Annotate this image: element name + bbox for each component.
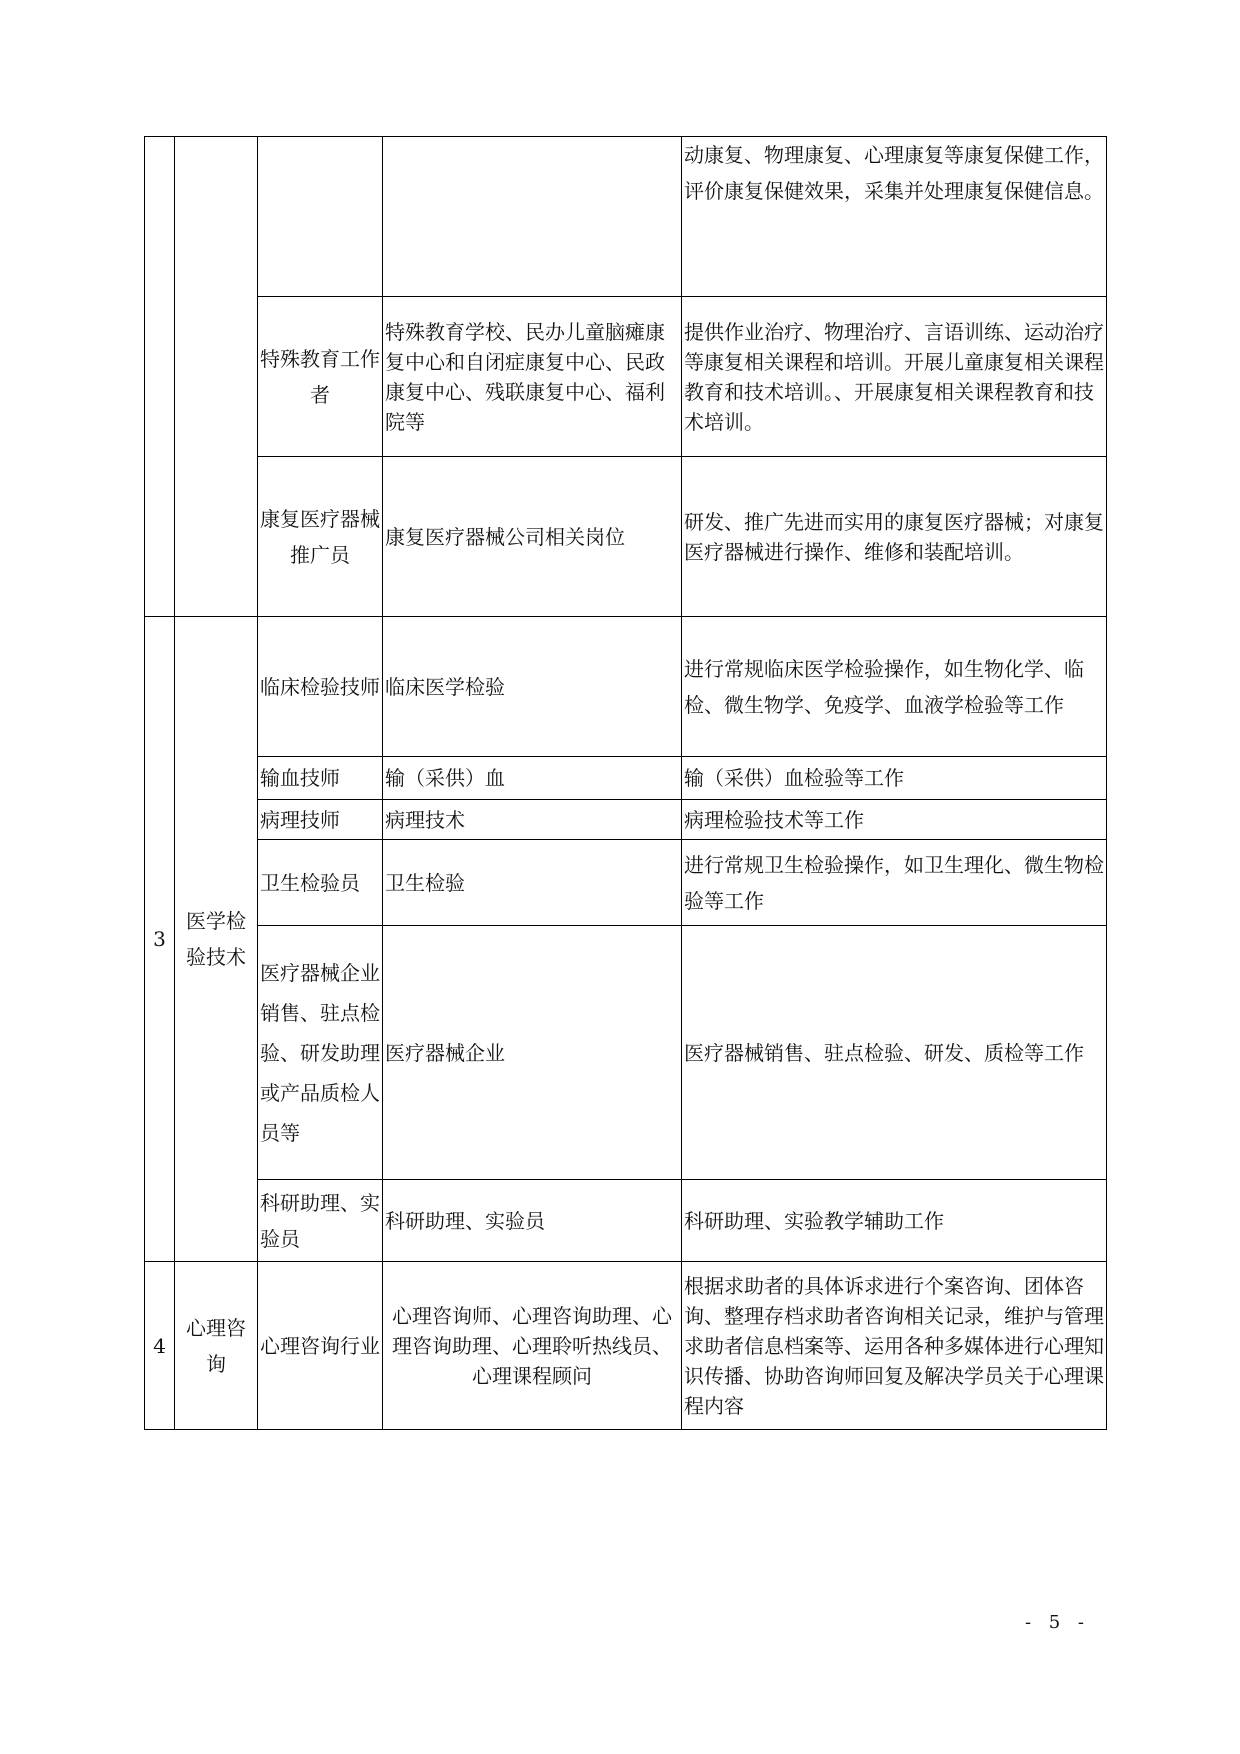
description-cell: 根据求助者的具体诉求进行个案咨询、团体咨询、整理存档求助者咨询相关记录，维护与管理求助者信息档案等、运用各种多媒体进行心理知识传播、协助咨询师回复及解决学员关于心理课程内容: [682, 1262, 1107, 1430]
employer-cell: 医疗器械企业: [383, 926, 682, 1180]
role-cell: 输血技师: [258, 757, 383, 800]
table-row: [145, 1180, 1107, 1262]
role-cell: 科研助理、实验员: [258, 1180, 383, 1262]
table-row: [145, 617, 1107, 757]
table-row: [145, 757, 1107, 800]
description-cell: 输（采供）血检验等工作: [682, 757, 1107, 800]
employment-table: [144, 136, 1107, 1430]
major-cell: [175, 137, 258, 617]
description-cell: 研发、推广先进而实用的康复医疗器械；对康复医疗器械进行操作、维修和装配培训。: [682, 457, 1107, 617]
employer-cell: 康复医疗器械公司相关岗位: [383, 457, 682, 617]
major-cell: 医学检验技术: [175, 617, 258, 1262]
description-cell: 提供作业治疗、物理治疗、言语训练、运动治疗等康复相关课程和培训。开展儿童康复相关课程教育和技术培训。、开展康复相关课程教育和技术培训。: [682, 297, 1107, 457]
table-row: [145, 1262, 1107, 1430]
description-cell: 动康复、物理康复、心理康复等康复保健工作，评价康复保健效果，采集并处理康复保健信息。: [682, 137, 1107, 297]
table-row: [145, 457, 1107, 617]
role-cell: 康复医疗器械推广员: [258, 457, 383, 617]
employer-cell: 特殊教育学校、民办儿童脑瘫康复中心和自闭症康复中心、民政康复中心、残联康复中心、福利院等: [383, 297, 682, 457]
role-cell: [258, 137, 383, 297]
employer-cell: 科研助理、实验员: [383, 1180, 682, 1262]
number-cell: 4: [145, 1262, 175, 1430]
major-cell: 心理咨询: [175, 1262, 258, 1430]
description-cell: 科研助理、实验教学辅助工作: [682, 1180, 1107, 1262]
table-row: [145, 137, 1107, 297]
description-cell: 医疗器械销售、驻点检验、研发、质检等工作: [682, 926, 1107, 1180]
description-cell: 进行常规临床医学检验操作，如生物化学、临检、微生物学、免疫学、血液学检验等工作: [682, 617, 1107, 757]
description-cell: 病理检验技术等工作: [682, 800, 1107, 840]
role-cell: 临床检验技师: [258, 617, 383, 757]
number-cell: [145, 137, 175, 617]
table-row: [145, 297, 1107, 457]
employer-cell: 输（采供）血: [383, 757, 682, 800]
employer-cell: 临床医学检验: [383, 617, 682, 757]
role-cell: 医疗器械企业销售、驻点检验、研发助理或产品质检人员等: [258, 926, 383, 1180]
employer-cell: 心理咨询师、心理咨询助理、心理咨询助理、心理聆听热线员、心理课程顾问: [383, 1262, 682, 1430]
role-cell: 特殊教育工作者: [258, 297, 383, 457]
role-cell: 卫生检验员: [258, 840, 383, 926]
employer-cell: 病理技术: [383, 800, 682, 840]
page-number: - 5 -: [1024, 1612, 1090, 1633]
number-cell: 3: [145, 617, 175, 1262]
table-row: [145, 800, 1107, 840]
employer-cell: [383, 137, 682, 297]
table-row: [145, 840, 1107, 926]
role-cell: 心理咨询行业: [258, 1262, 383, 1430]
description-cell: 进行常规卫生检验操作，如卫生理化、微生物检验等工作: [682, 840, 1107, 926]
table-row: [145, 926, 1107, 1180]
role-cell: 病理技师: [258, 800, 383, 840]
employer-cell: 卫生检验: [383, 840, 682, 926]
